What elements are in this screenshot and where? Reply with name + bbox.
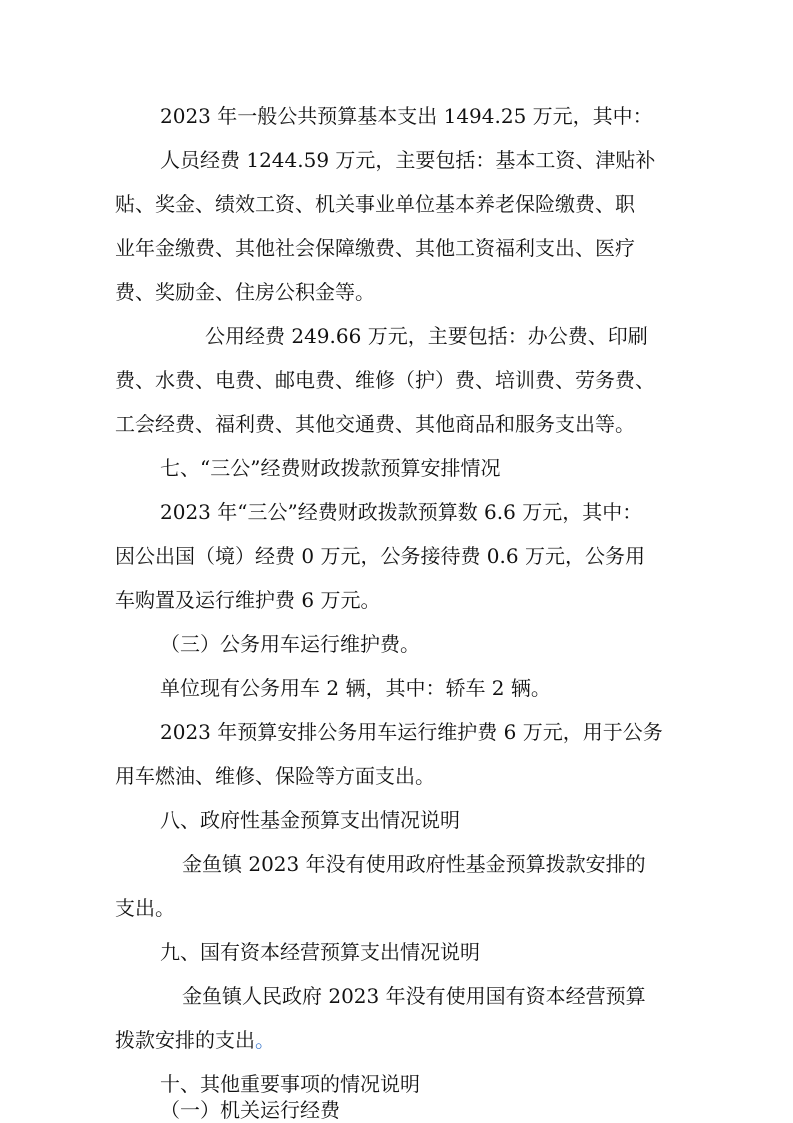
paragraph-line: 工会经费、福利费、其他交通费、其他商品和服务支出等。 [115, 412, 635, 436]
paragraph-line: 2023 年“三公”经费财政拨款预算数 6.6 万元，其中： [160, 500, 643, 524]
paragraph-line: 因公出国（境）经费 0 万元，公务接待费 0.6 万元，公务用 [115, 544, 645, 568]
paragraph-line-period: 。 [255, 1028, 275, 1052]
section-heading: 八、政府性基金预算支出情况说明 [160, 808, 460, 832]
subsection-heading: （三）公务用车运行维护费。 [160, 632, 420, 656]
paragraph-line-text: 拨款安排的支出 [115, 1028, 255, 1052]
paragraph-line: 金鱼镇 2023 年没有使用政府性基金预算拨款安排的 [182, 852, 646, 876]
paragraph-line: 业年金缴费、其他社会保障缴费、其他工资福利支出、医疗 [115, 236, 635, 260]
paragraph-line: 支出。 [115, 896, 175, 920]
paragraph-line [115, 1027, 275, 1053]
paragraph-line: 人员经费 1244.59 万元，主要包括：基本工资、津贴补 [160, 148, 656, 172]
paragraph-line: 用车燃油、维修、保险等方面支出。 [115, 764, 435, 788]
section-heading: 七、“三公”经费财政拨款预算安排情况 [160, 456, 501, 480]
paragraph-line: 费、水费、电费、邮电费、维修（护）费、培训费、劳务费、 [115, 368, 655, 392]
paragraph-line: 单位现有公务用车 2 辆，其中：轿车 2 辆。 [160, 676, 551, 700]
paragraph-line: 2023 年一般公共预算基本支出 1494.25 万元，其中： [160, 104, 653, 128]
subsection-heading: （一）机关运行经费 [160, 1098, 340, 1122]
section-heading: 九、国有资本经营预算支出情况说明 [160, 940, 480, 964]
paragraph-line: 车购置及运行维护费 6 万元。 [115, 588, 381, 612]
paragraph-line: 金鱼镇人民政府 2023 年没有使用国有资本经营预算 [182, 984, 646, 1008]
paragraph-line: 公用经费 249.66 万元，主要包括：办公费、印刷 [205, 324, 648, 348]
paragraph-line: 贴、奖金、绩效工资、机关事业单位基本养老保险缴费、职 [115, 192, 635, 216]
section-heading: 十、其他重要事项的情况说明 [160, 1072, 420, 1096]
paragraph-line: 费、奖励金、住房公积金等。 [115, 280, 375, 304]
paragraph-line: 2023 年预算安排公务用车运行维护费 6 万元，用于公务 [160, 720, 663, 744]
